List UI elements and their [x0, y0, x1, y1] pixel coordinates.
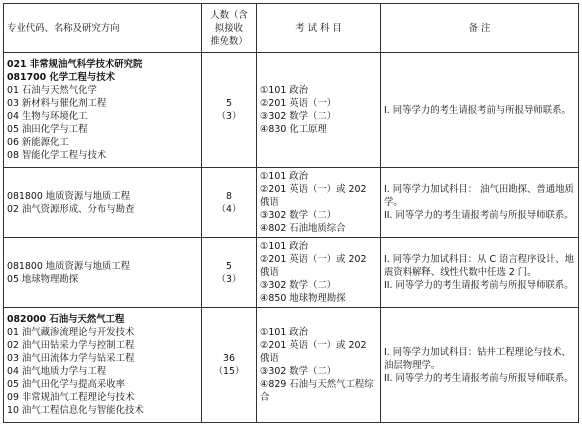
notes-cell: I. 同等学力加试科目：钻井工程理论与技术、油层物理学。 II. 同等学力的考生请报考前与所报导师联系。: [381, 308, 579, 423]
count-cell: 5 （3）: [202, 238, 257, 308]
table-row: [4, 238, 579, 308]
count-cell: 5 （3）: [202, 53, 257, 168]
subjects-cell: ①101 政治 ②201 英语（一） ③302 数学（二） ④830 化工原理: [257, 53, 381, 168]
notes-cell: I. 同等学力的考生请报考前与所报导师联系。: [381, 53, 579, 168]
table-row: [4, 168, 579, 238]
header-row: [4, 4, 579, 53]
header-count: 人数（含 拟接收 推免数）: [202, 4, 257, 53]
major-cell: 081800 地质资源与地质工程 02 油气资源形成、分布与勘查: [4, 168, 202, 238]
header-notes: 备 注: [381, 4, 579, 53]
count-cell: 36 （15）: [202, 308, 257, 423]
major-cell: 082000 石油与天然气工程 01 油气藏渗流理论与开发技术 02 油气田钻采力学与控制工程 03 油气田流体力学与钻采工程 04 油气地质力学与工程 05 油气田化学与提高采收率 09 非常规油气工程理论与技术 10 油气工程信息化与智能化技术: [4, 308, 202, 423]
notes-cell: I. 同等学力加试科目：从 C 语言程序设计、地震资料解释、线性代数中任选 2 门。 II. 同等学力的考生请报考前与所报导师联系。: [381, 238, 579, 308]
notes-cell: I. 同等学力加试科目： 油气田勘探、普通地质学。 II. 同等学力的考生请报考前与所报导师联系。: [381, 168, 579, 238]
table-row: [4, 308, 579, 423]
admissions-table: [3, 3, 579, 423]
subjects-cell: ①101 政治 ②201 英语（一）或 202 俄语 ③302 数学（二） ④802 石油地质综合: [257, 168, 381, 238]
header-major: 专业代码、名称及研究方向: [4, 4, 202, 53]
subjects-cell: ①101 政治 ②201 英语（一）或 202 俄语 ③302 数学（二） ④829 石油与天然气工程综合: [257, 308, 381, 423]
count-cell: 8 （4）: [202, 168, 257, 238]
table-row: [4, 53, 579, 168]
header-subjects: 考 试 科 目: [257, 4, 381, 53]
major-cell: 021 非常规油气科学技术研究院 081700 化学工程与技术 01 石油与天然气化学 03 新材料与催化剂工程 04 生物与环境化工 05 油田化学与工程 06 新能源化工 08 智能化学工程与技术: [4, 53, 202, 168]
subjects-cell: ①101 政治 ②201 英语（一）或 202 俄语 ③302 数学（二） ④850 地球物理勘探: [257, 238, 381, 308]
major-cell: 081800 地质资源与地质工程 05 地球物理勘探: [4, 238, 202, 308]
